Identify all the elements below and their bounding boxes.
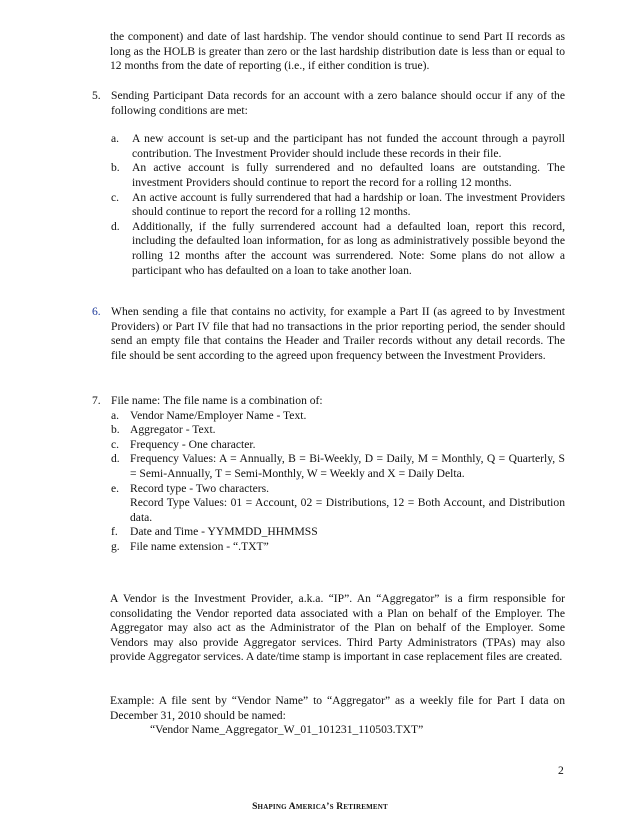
sub-item-text: Date and Time - YYMMDD_HHMMSS <box>130 525 318 539</box>
sub-item-letter: a. <box>111 132 120 146</box>
sub-item-5b <box>111 161 565 190</box>
sub-item-7g <box>111 540 565 555</box>
sub-item-letter: f. <box>111 525 118 539</box>
sub-item-7a <box>111 409 565 424</box>
sub-item-text: An active account is fully surrendered and no defaulted loans are outstanding. The investment Providers should continue to report the record for a rolling 12 months. <box>132 161 565 189</box>
sub-item-letter: d. <box>111 452 120 466</box>
page-number: 2 <box>558 764 564 777</box>
item-number: 7. <box>92 394 101 407</box>
vendor-definition-paragraph: A Vendor is the Investment Provider, a.k.a. “IP”. An “Aggregator” is a firm responsible for consolidating the Vendor reported data associated with a Plan on behalf of the Employer. The Aggregator may also act as the Administrator of the Plan on behalf of the Employer. Some Vendors may also provide Aggregator services. Third Party Administrators (TPAs) may also provide Aggregator services. A date/time stamp is important in case replacement files are created. <box>110 592 565 664</box>
list-item-6 <box>92 305 565 363</box>
sub-item-7e <box>111 482 565 526</box>
sub-item-letter: a. <box>111 408 120 422</box>
sub-item-letter: c. <box>111 437 120 451</box>
sub-item-letter: c. <box>111 190 120 204</box>
sub-item-text: Vendor Name/Employer Name - Text. <box>130 408 307 422</box>
item-5-text: Sending Participant Data records for an account with a zero balance should occur if any of the following conditions are met: <box>111 89 565 117</box>
list-item-5 <box>92 89 565 278</box>
sub-item-7d <box>111 452 565 481</box>
continued-paragraph: the component) and date of last hardship. The vendor should continue to send Part II records as long as the HOLB is greater than zero or the last hardship distribution date is less than or equal to 12 months from the date of reporting (i.e., if either condition is true). <box>110 30 565 73</box>
sub-item-text: A new account is set-up and the participant has not funded the account through a payroll contribution. The Investment Provider should include these records in their file. <box>132 132 565 160</box>
sub-item-text: Frequency Values: A = Annually, B = Bi-Weekly, D = Daily, M = Monthly, Q = Quarterly, S = Semi-Annually, T = Semi-Monthly, W = Weekly and X = Daily Delta. <box>130 452 565 480</box>
footer-tagline: Shaping America’s Retirement <box>252 802 388 812</box>
sub-item-7c <box>111 438 565 453</box>
record-type-values: Record Type Values: 01 = Account, 02 = Distributions, 12 = Both Account, and Distribution data. <box>130 496 565 524</box>
sub-item-5c <box>111 191 565 220</box>
example-paragraph: Example: A file sent by “Vendor Name” to “Aggregator” as a weekly file for Part I data on December 31, 2010 should be named: <box>110 694 565 722</box>
sub-item-7f <box>111 525 565 540</box>
sub-item-7b <box>111 423 565 438</box>
sub-item-5d <box>111 220 565 278</box>
sub-item-letter: b. <box>111 423 120 437</box>
item-6-text: When sending a file that contains no activity, for example a Part II (as agreed to by Investment Providers) or Part IV file that had no transactions in the prior reporting period, the sender should send an empty file that contains the Header and Trailer records without any detail records. The file should be sent according to the agreed upon frequency between the Investment Providers. <box>111 305 565 362</box>
sub-item-text: Aggregator - Text. <box>130 423 216 437</box>
item-7-intro: File name: The file name is a combination of: <box>111 394 323 407</box>
list-item-7 <box>92 394 565 555</box>
sub-item-letter: e. <box>111 481 120 495</box>
sub-item-text: Additionally, if the fully surrendered account had a defaulted loan, report this record, including the defaulted loan information, for as long as administratively possible beyond the rolling 12 months after the account was surrendered. Note: Some plans do not allow a participant who has defaulted on a loan to take another loan. <box>132 219 565 277</box>
sub-item-text: An active account is fully surrendered that had a hardship or loan. The investment Providers should continue to report the record for a rolling 12 months. <box>132 190 565 219</box>
item-number: 5. <box>92 89 101 102</box>
sub-item-letter: d. <box>111 219 120 233</box>
item-number: 6. <box>92 305 101 318</box>
sub-item-letter: b. <box>111 161 120 175</box>
sub-item-letter: g. <box>111 539 120 553</box>
sub-item-5a <box>111 132 565 161</box>
example-filename: “Vendor Name_Aggregator_W_01_101231_110503.TXT” <box>150 723 424 736</box>
sub-item-text: File name extension - “.TXT” <box>130 539 269 553</box>
sub-item-text: Frequency - One character. <box>130 437 256 451</box>
sub-item-text: Record type - Two characters. <box>130 481 270 495</box>
